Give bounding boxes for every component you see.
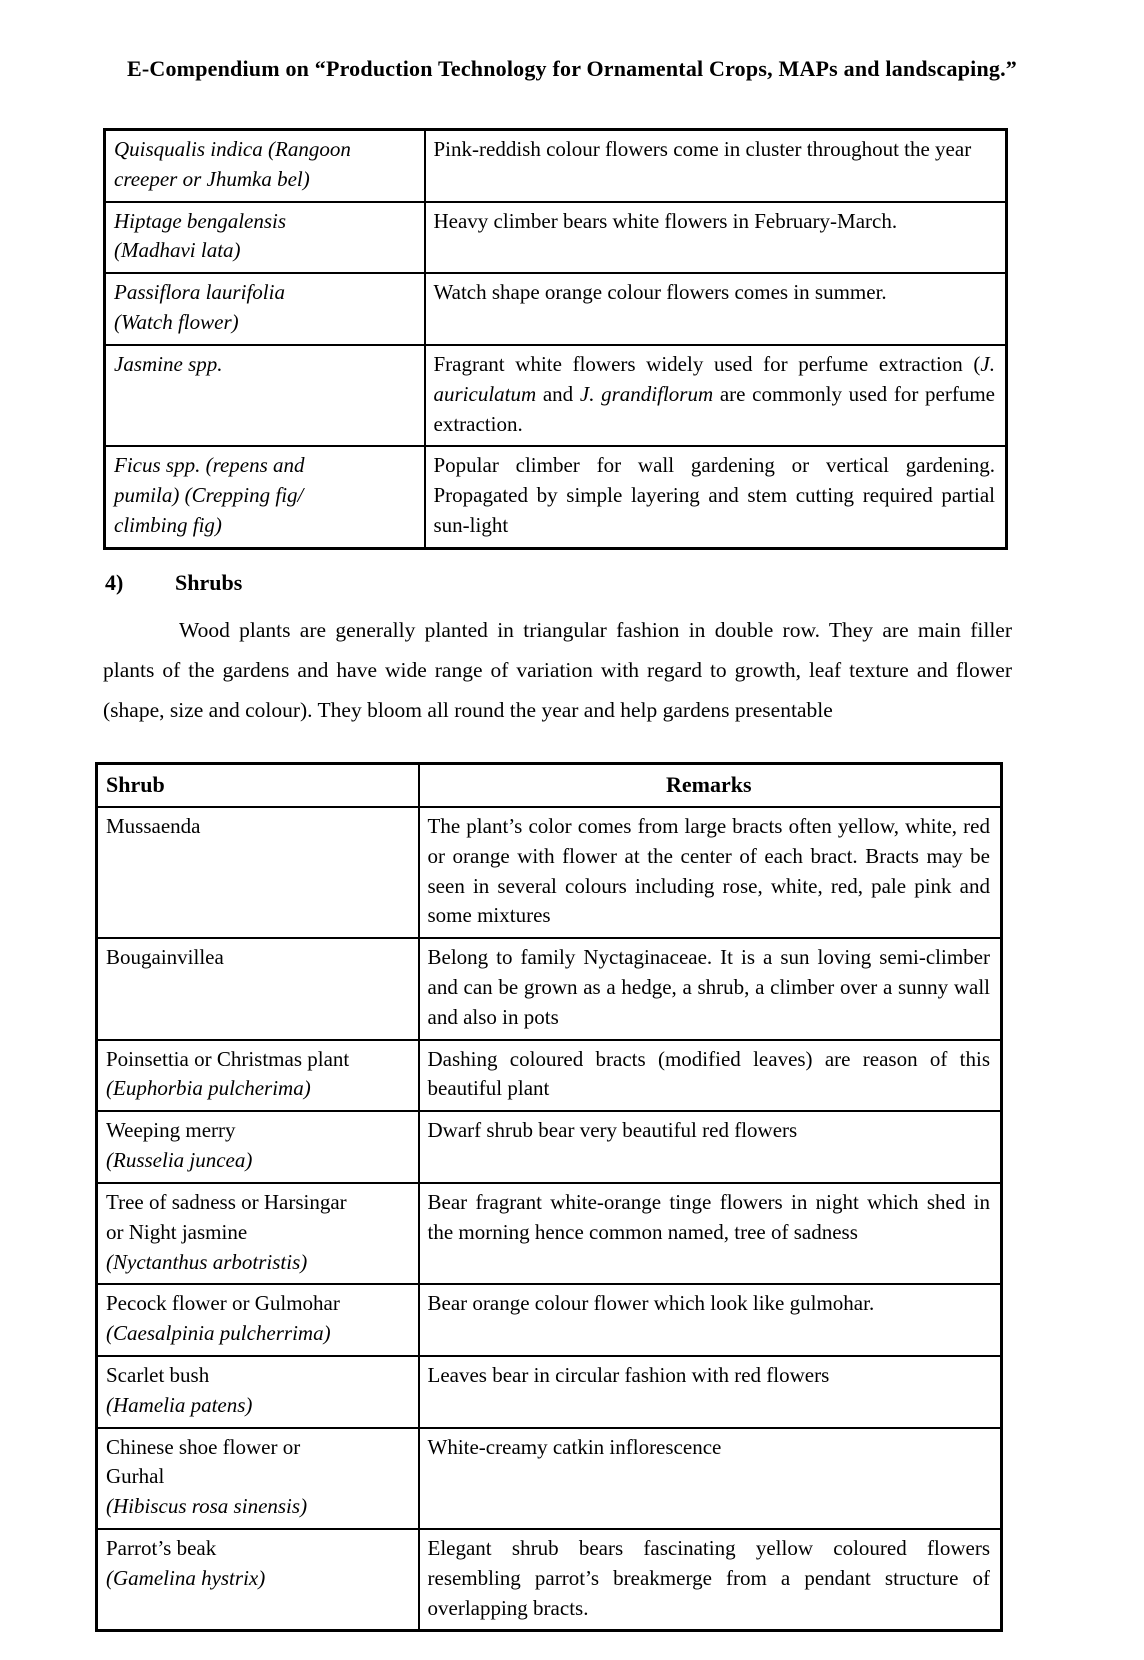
plant-name-cell: Pecock flower or Gulmohar (Caesalpinia pulcherrima) xyxy=(97,1284,419,1356)
shrubs-table-header-row xyxy=(97,763,1002,807)
plant-name-cell: Hiptage bengalensis (Madhavi lata) xyxy=(105,202,425,274)
table-row xyxy=(97,1284,1002,1356)
table-row xyxy=(105,130,1007,202)
plant-name-cell: Weeping merry (Russelia juncea) xyxy=(97,1111,419,1183)
plant-name-cell: Parrot’s beak (Gamelina hystrix) xyxy=(97,1529,419,1631)
plant-name-cell: Mussaenda xyxy=(97,807,419,938)
table-row xyxy=(97,1428,1002,1529)
table-row xyxy=(97,1183,1002,1284)
shrubs-table xyxy=(95,762,1003,1633)
climbers-table xyxy=(103,128,1008,550)
plant-name-cell: Ficus spp. (repens and pumila) (Crepping fig/ climbing fig) xyxy=(105,446,425,548)
remark-cell: Heavy climber bears white flowers in February-March. xyxy=(425,202,1007,274)
remark-cell: Dwarf shrub bear very beautiful red flowers xyxy=(419,1111,1002,1183)
section-heading xyxy=(105,570,1144,596)
plant-name-cell: Quisqualis indica (Rangoon creeper or Jhumka bel) xyxy=(105,130,425,202)
table-row xyxy=(97,807,1002,938)
table-row xyxy=(97,1529,1002,1631)
table-row xyxy=(105,202,1007,274)
plant-name-cell: Chinese shoe flower or Gurhal (Hibiscus rosa sinensis) xyxy=(97,1428,419,1529)
plant-name-cell: Jasmine spp. xyxy=(105,345,425,446)
table-row xyxy=(97,1111,1002,1183)
section-title: Shrubs xyxy=(175,569,243,595)
remark-cell: Leaves bear in circular fashion with red flowers xyxy=(419,1356,1002,1428)
shrub-column-header: Shrub xyxy=(97,763,419,807)
remark-cell: Elegant shrub bears fascinating yellow coloured flowers resembling parrot’s breakmerge from a pendant structure of overlapping bracts. xyxy=(419,1529,1002,1631)
remark-cell: The plant’s color comes from large bracts often yellow, white, red or orange with flower at the center of each bract. Bracts may be seen in several colours including rose, white, red, pale pink and some mixtures xyxy=(419,807,1002,938)
remarks-column-header: Remarks xyxy=(419,763,1002,807)
page-header-title: E-Compendium on “Production Technology for Ornamental Crops, MAPs and landscaping.” xyxy=(126,56,1017,81)
plant-name-cell: Bougainvillea xyxy=(97,938,419,1039)
section-number: 4) xyxy=(105,569,124,595)
remark-cell: Belong to family Nyctaginaceae. It is a sun loving semi-climber and can be grown as a hedge, a shrub, a climber over a sunny wall and also in pots xyxy=(419,938,1002,1039)
intro-paragraph: Wood plants are generally planted in triangular fashion in double row. They are main filler plants of the gardens and have wide range of variation with regard to growth, leaf texture and flower (shape, size and colour). They bloom all round the year and help gardens presentable xyxy=(103,617,1012,722)
table-row xyxy=(97,1356,1002,1428)
table-row xyxy=(105,273,1007,345)
remark-cell: White-creamy catkin inflorescence xyxy=(419,1428,1002,1529)
table-row xyxy=(97,938,1002,1039)
plant-name-cell: Tree of sadness or Harsingar or Night jasmine (Nyctanthus arbotristis) xyxy=(97,1183,419,1284)
remark-cell: Bear fragrant white-orange tinge flowers in night which shed in the morning hence common named, tree of sadness xyxy=(419,1183,1002,1284)
plant-name-cell: Passiflora laurifolia (Watch flower) xyxy=(105,273,425,345)
remark-cell: Bear orange colour flower which look like gulmohar. xyxy=(419,1284,1002,1356)
plant-name-cell: Poinsettia or Christmas plant (Euphorbia pulcherima) xyxy=(97,1040,419,1112)
table-row xyxy=(97,1040,1002,1112)
remark-cell: Pink-reddish colour flowers come in cluster throughout the year xyxy=(425,130,1007,202)
table-row xyxy=(105,345,1007,446)
remark-cell: Watch shape orange colour flowers comes in summer. xyxy=(425,273,1007,345)
plant-name-cell: Scarlet bush (Hamelia patens) xyxy=(97,1356,419,1428)
remark-cell: Popular climber for wall gardening or vertical gardening. Propagated by simple layering and stem cutting required partial sun-light xyxy=(425,446,1007,548)
remark-cell: Fragrant white flowers widely used for perfume extraction (J. auriculatum and J. grandiflorum are commonly used for perfume extraction. xyxy=(425,345,1007,446)
remark-cell: Dashing coloured bracts (modified leaves) are reason of this beautiful plant xyxy=(419,1040,1002,1112)
table-row xyxy=(105,446,1007,548)
